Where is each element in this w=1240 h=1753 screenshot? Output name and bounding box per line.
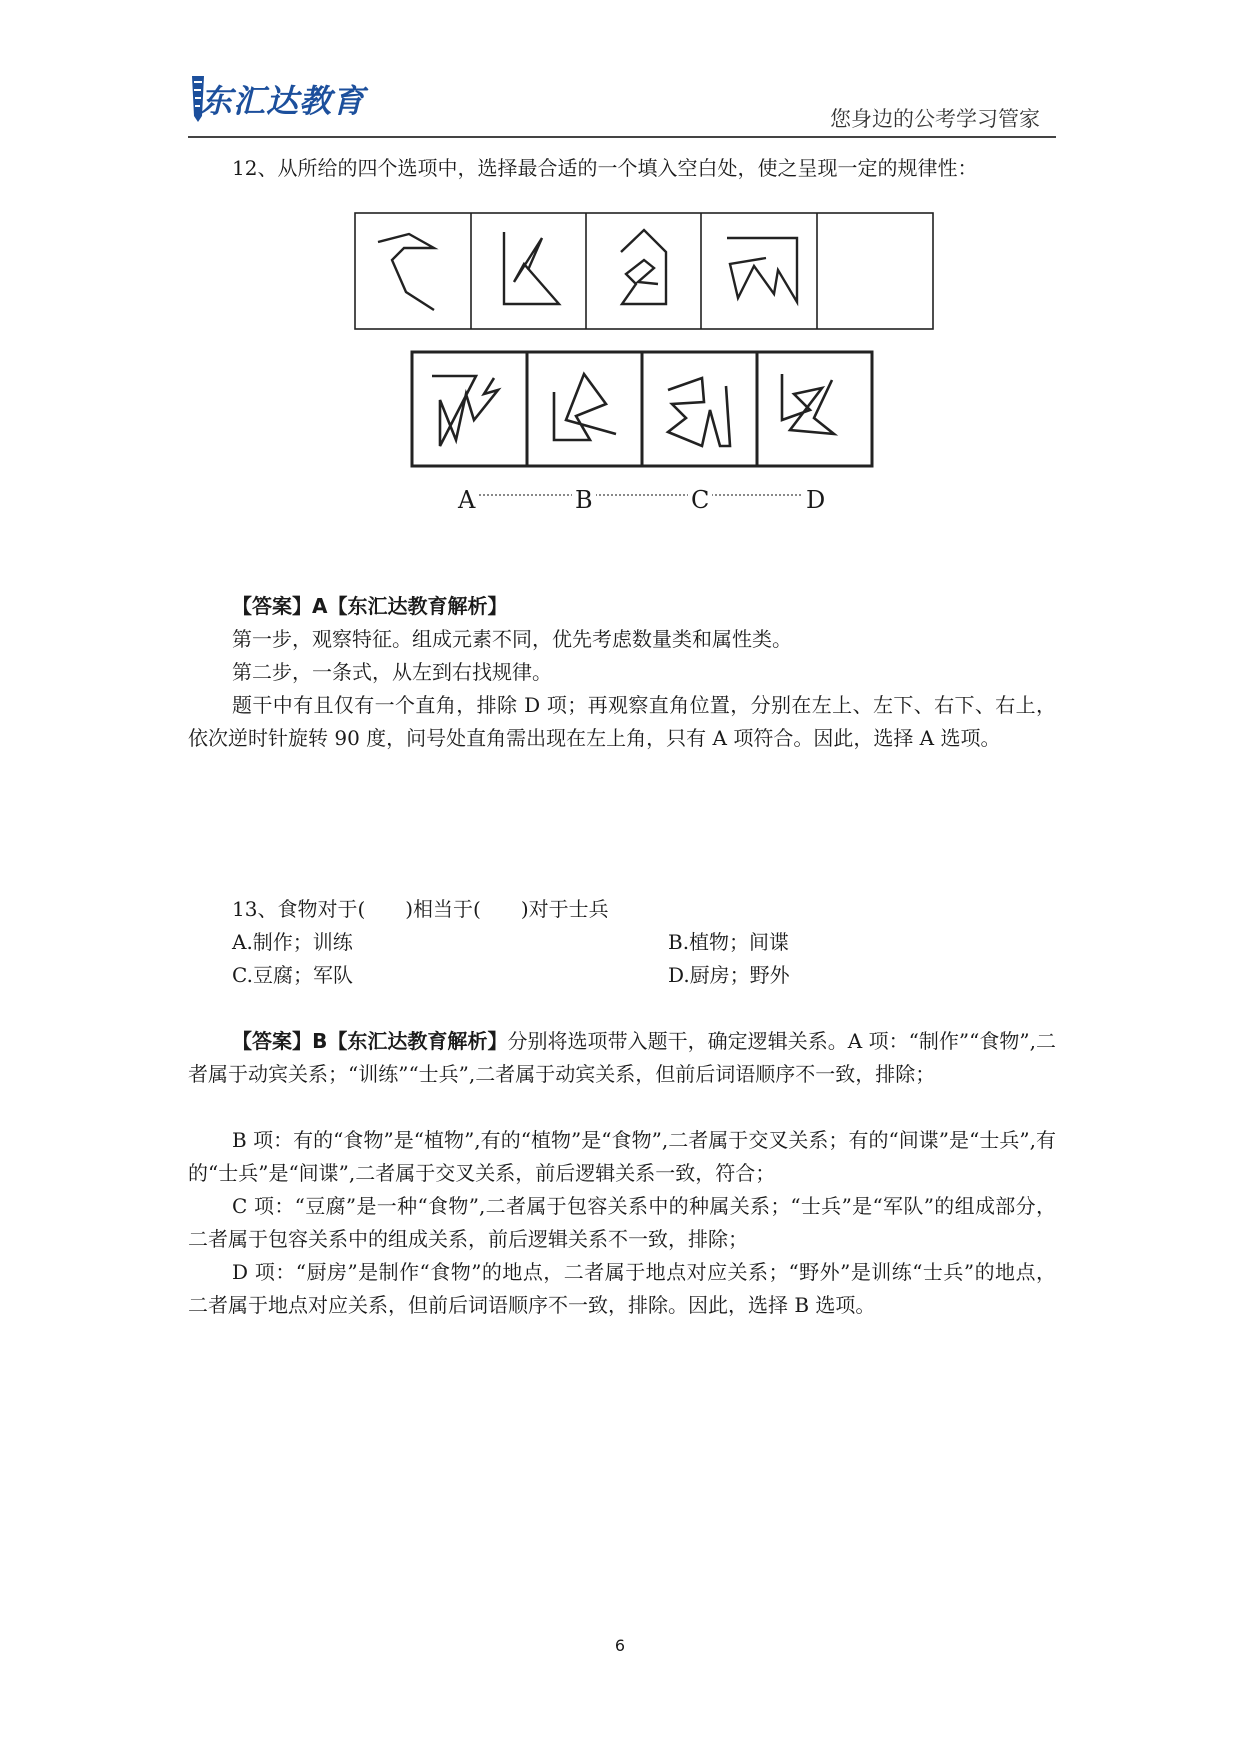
q13-answer-tag: 【答案】B【东汇达教育解析】 <box>232 1029 508 1053</box>
stem-figure-4 <box>727 238 797 302</box>
stem-figure-3 <box>621 230 666 304</box>
q12-analysis: 题干中有且仅有一个直角，排除 D 项；再观察直角位置，分别在左上、左下、右下、右上，依次逆时针旋转 90 度，问号处直角需出现在左上角，只有 A 项符合。因此，选择 A 选项。 <box>188 693 1056 750</box>
option-label-a: A <box>455 486 478 514</box>
option-figure-b <box>554 374 616 440</box>
q13-analysis-c: C 项：“豆腐”是一种“食物”,二者属于包容关系中的种属关系；“士兵”是“军队”的组成部分，二者属于包容关系中的组成关系，前后逻辑关系不一致，排除； <box>188 1194 1056 1251</box>
header-divider <box>188 136 1056 138</box>
q13-analysis-a-block <box>188 1025 1056 1091</box>
q12-prompt: 12、从所给的四个选项中，选择最合适的一个填入空白处，使之呈现一定的规律性： <box>232 156 978 180</box>
option-figure-a <box>432 376 498 446</box>
stem-figure-2 <box>504 232 559 304</box>
header-slogan: 您身边的公考学习管家 <box>830 107 1040 131</box>
option-label-connector <box>456 494 824 496</box>
q13-analysis-d: D 项：“厨房”是制作“食物”的地点，二者属于地点对应关系；“野外”是训练“士兵”的地点，二者属于地点对应关系，但前后词语顺序不一致，排除。因此，选择 B 选项。 <box>188 1260 1056 1317</box>
logo-text: 东汇达教育 <box>200 82 366 120</box>
option-label-b: B <box>572 486 596 514</box>
q12-options-figure <box>410 350 874 468</box>
q13-analysis-b: B 项：有的“食物”是“植物”,有的“植物”是“食物”,二者属于交叉关系；有的“间谍”是“士兵”,有的“士兵”是“间谍”,二者属于交叉关系，前后逻辑关系一致，符合； <box>188 1128 1056 1185</box>
q12-answer-tag: 【答案】A【东汇达教育解析】 <box>232 594 508 618</box>
option-figure-d <box>782 374 834 434</box>
option-label-c: C <box>688 486 712 514</box>
q13-prompt: 13、食物对于( )相当于( )对于士兵 <box>232 897 609 921</box>
option-label-d: D <box>803 486 828 514</box>
q13-option-d: D.厨房；野外 <box>668 963 790 987</box>
q13-option-b: B.植物；间谍 <box>668 930 790 954</box>
q12-stem-figure <box>354 212 934 330</box>
q12-step1: 第一步，观察特征。组成元素不同，优先考虑数量类和属性类。 <box>232 627 792 651</box>
q13-analysis-a: 分别将选项带入题干，确定逻辑关系。A 项：“制作”“食物”,二者属于动宾关系；“训练”“士兵”,二者属于动宾关系，但前后词语顺序不一致，排除； <box>188 1029 1056 1086</box>
q13-option-a: A.制作；训练 <box>232 930 353 954</box>
page-number: 6 <box>614 1636 626 1655</box>
stem-figure-1 <box>378 234 434 310</box>
q13-option-c: C.豆腐；军队 <box>232 963 353 987</box>
q12-step2: 第二步，一条式，从左到右找规律。 <box>232 660 552 684</box>
option-figure-c <box>668 378 730 446</box>
